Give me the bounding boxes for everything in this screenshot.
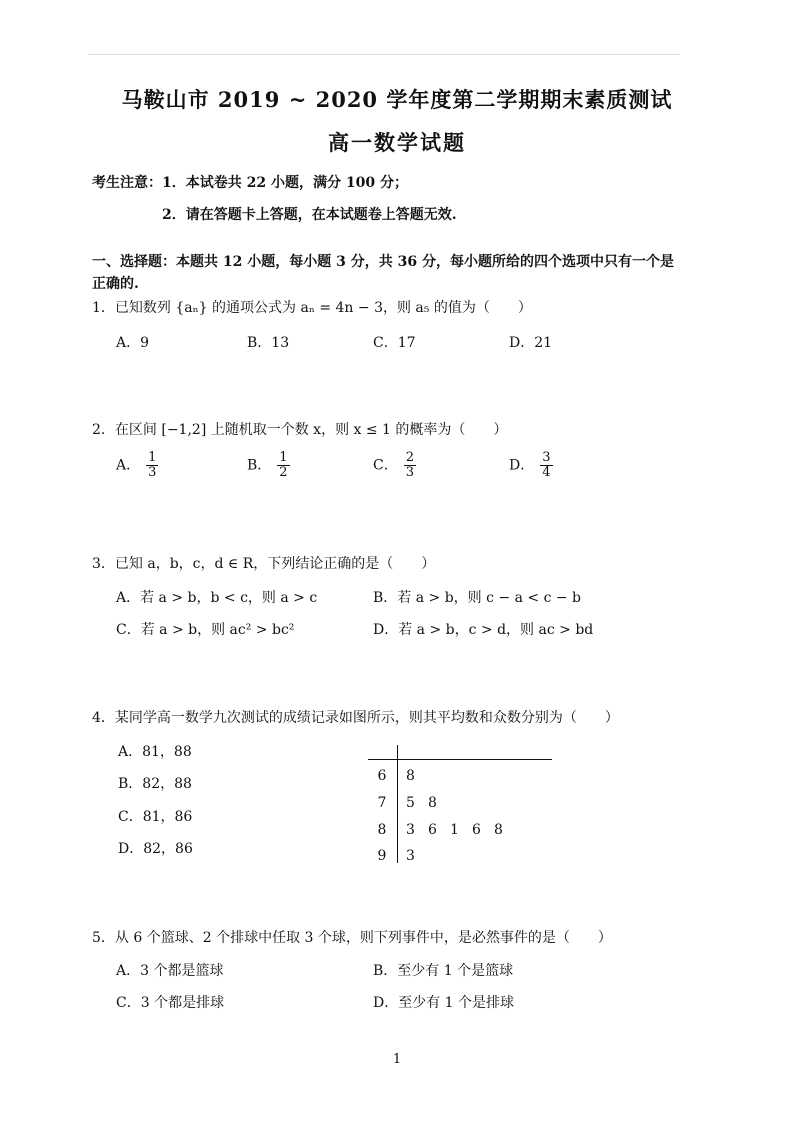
question-2-stem: 2．在区间 [−1,2] 上随机取一个数 x，则 x ≤ 1 的概率为（ ）	[92, 422, 508, 438]
q2-option-b-numerator: 1	[279, 450, 288, 465]
q2-option-a-denominator: 3	[148, 465, 157, 480]
q4-option-c[interactable]: C．81，86	[118, 809, 193, 825]
section-heading-line1: 一、选择题：本题共 12 小题，每小题 3 分，共 36 分，每小题所给的四个选项中只有一个是	[92, 254, 674, 270]
stem-leaf-header-line	[368, 759, 552, 760]
stem-7: 7	[377, 795, 387, 811]
q2-option-d-denominator: 4	[542, 465, 551, 480]
q4-option-b[interactable]: B．82，88	[118, 776, 192, 792]
q2-option-c-label: C．	[373, 457, 398, 474]
question-5-stem: 5．从 6 个篮球、2 个排球中任取 3 个球，则下列事件中，是必然事件的是（ ）	[92, 930, 612, 946]
stem-leaf-divider	[397, 745, 398, 863]
leaf: 3	[406, 848, 415, 864]
stem-9: 9	[377, 848, 387, 864]
stem-6: 6	[377, 768, 387, 784]
q1-option-a[interactable]: A．9	[116, 335, 150, 351]
exam-title: 马鞍山市 2019 ~ 2020 学年度第二学期期末素质测试	[121, 87, 673, 112]
header-rule	[88, 54, 680, 55]
q4-option-d[interactable]: D．82，86	[118, 841, 193, 857]
leaf: 8	[428, 795, 437, 811]
q5-option-c[interactable]: C．3 个都是排球	[116, 995, 225, 1011]
q2-option-a-numerator: 1	[148, 450, 157, 465]
leaf: 8	[406, 768, 415, 784]
question-4-stem: 4．某同学高一数学九次测试的成绩记录如图所示，则其平均数和众数分别为（ ）	[92, 710, 619, 726]
q1-option-c[interactable]: C．17	[373, 335, 416, 351]
page-number: 1	[392, 1052, 402, 1067]
notice-label: 考生注意：	[92, 175, 162, 191]
q5-option-b[interactable]: B．至少有 1 个是篮球	[373, 963, 514, 979]
leaf: 3	[406, 822, 415, 838]
q2-option-d-fraction	[540, 451, 552, 480]
notice-item-1: 1．本试卷共 22 小题，满分 100 分；	[162, 175, 408, 191]
leaf: 1	[450, 822, 459, 838]
q2-option-c-fraction	[404, 451, 416, 480]
leaf: 6	[472, 822, 481, 838]
q3-option-a[interactable]: A．若 a > b，b < c，则 a > c	[116, 590, 318, 606]
leaf: 5	[406, 795, 415, 811]
q2-option-c[interactable]	[373, 451, 416, 480]
stem-8: 8	[377, 822, 387, 838]
notice-item-2: 2．请在答题卡上答题，在本试题卷上答题无效.	[162, 207, 457, 223]
q2-option-c-denominator: 3	[405, 465, 414, 480]
q2-option-a-fraction	[146, 451, 158, 480]
q2-option-d-label: D．	[509, 457, 535, 474]
q2-option-a[interactable]	[116, 451, 158, 480]
q4-option-a[interactable]: A．81，88	[118, 744, 192, 760]
leaf: 6	[428, 822, 437, 838]
q1-option-b[interactable]: B．13	[247, 335, 290, 351]
q2-option-a-label: A．	[116, 457, 141, 474]
q2-option-b-label: B．	[247, 457, 272, 474]
q2-option-d-numerator: 3	[542, 450, 551, 465]
q1-option-d[interactable]: D．21	[509, 335, 553, 351]
q2-option-b[interactable]	[247, 451, 290, 480]
q5-option-d[interactable]: D．至少有 1 个是排球	[373, 995, 515, 1011]
q2-option-d[interactable]	[509, 451, 553, 480]
question-3-stem: 3．已知 a，b，c，d ∈ R，下列结论正确的是（ ）	[92, 556, 436, 572]
q2-option-b-denominator: 2	[279, 465, 288, 480]
q5-option-a[interactable]: A．3 个都是篮球	[116, 963, 224, 979]
leaf: 8	[494, 822, 503, 838]
q2-option-c-numerator: 2	[405, 450, 414, 465]
q3-option-b[interactable]: B．若 a > b，则 c − a < c − b	[373, 590, 582, 606]
question-1-stem: 1．已知数列 {aₙ} 的通项公式为 aₙ = 4n − 3，则 a₅ 的值为（ ）	[92, 300, 532, 316]
section-heading-line2: 正确的.	[92, 276, 139, 292]
exam-subtitle: 高一数学试题	[328, 130, 466, 155]
q3-option-c[interactable]: C．若 a > b，则 ac² > bc²	[116, 622, 295, 638]
q2-option-b-fraction	[277, 451, 289, 480]
q3-option-d[interactable]: D．若 a > b，c > d，则 ac > bd	[373, 622, 594, 638]
